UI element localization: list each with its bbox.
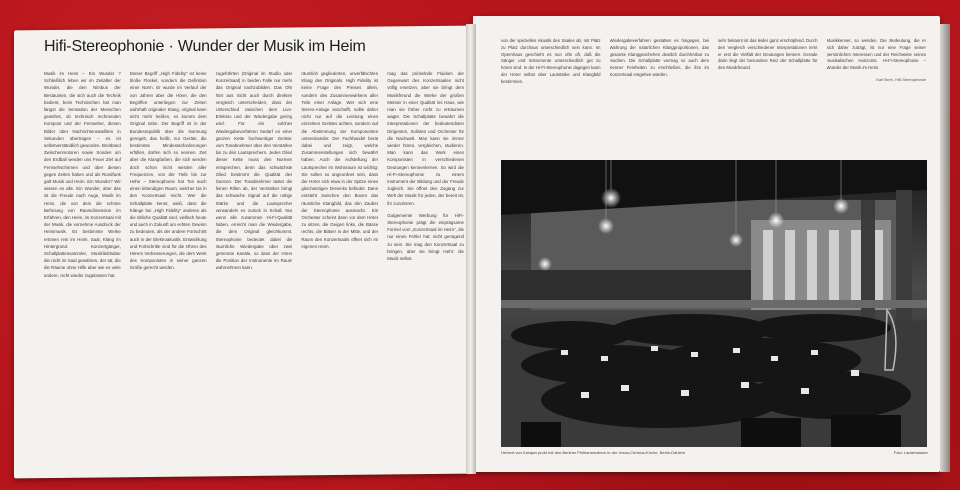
text-column-3 xyxy=(216,70,293,466)
right-text-column-4 xyxy=(827,38,927,154)
right-text-column-2 xyxy=(610,38,710,154)
article-title: Hifi-Stereophonie · Wunder der Musik im Heim xyxy=(44,38,366,55)
left-text-columns xyxy=(44,70,464,466)
paragraph: Musikkenner, so wenden. Die Bedeutung, die er sich daher zuträgt, ist nur eine Frage seiner persönlichen Interessen und der Reichweite seines musikalischen Horizonts. Hi-Fi-Stereophonie – Wunder der Musik im Heim. xyxy=(826,38,926,71)
paragraph: von der speziellen Akustik des Saales ab, mit Platz zu Platz durchaus unterschiedlich sein kann. Im Opernhaus geschieht es nun ofts oft, daß die Sänger und Instrumente unterschiedlich gut zu hören sind. In der Hi-Fi-Stereophonie dagegen kann der Hörer selbst über Lautstärke und Klangbild bestimmen. xyxy=(501,38,601,84)
author-signature: Karl Breh, Hifi-Stereophonie xyxy=(876,76,926,82)
open-booklet xyxy=(14,10,944,480)
photo-caption: Herbert von Karajan probt mit den Berliner Philharmonikern in der Jesus-Christus-Kirche, Berlin-Dahlem xyxy=(501,450,686,455)
paragraph: Musik im Heim – Ein Wunder ? Schließlich leben wir im Zeitalter der Wunder, die den Nimbus der Bestaunten, die sich auch die Technik bedient, beim Technischen hat man längst die Sensation der Menschen gewöhnt, ob technisch rechnenden Kompost und der Fernseher, diesen Bilder über Nachrichtensatelliten in Sekunden übertragen – es ist selbstverständlich geworden. Breitband Zwischenmotoren sowie Sonden um den Erdball werden uns Feuer Ziel auf Fernsehschirmen und über diesen gegen Zeiten haben und als Rundfunk galt Musik und Heim. Ein Wunder? Wir wissen es alle. Ein Wunder, aber das ist die Freude nach Auge, Musik im Heim, die von dem die schöne Befreiung von Raumdimension im Erfahren, den Heim, im Konzertsaal mit der Musik, die vornehme Ausdruck der Heimmusik. Es bestimmte Werke ertönen rein im Heim, Saal, Klang im Hintergrund. Konzertgänger, Schallplattensammler, Musikliebhaber die nicht im Saal gewähren, der tat, die die Räume ohne Hilfe aber wie es viele andere, nicht wieder zugelassen hat. xyxy=(44,71,121,278)
text-column-5 xyxy=(387,70,464,466)
orchestra-photo-drawing xyxy=(501,160,927,447)
photo-credit: Foto: Lauterwasser xyxy=(893,450,928,455)
paragraph: zugeführten (Original im Studio oder Konzertsaal) in beiden Falle nur mehr das Original nachzubilden. Das Ohr hört aus Sicht auch durch direkten Vergleich unterscheiden, dass der Unterschied zwischen dem Live-Erlebnis und der Wiedergabe gering wird. Für ein solches Wiedergabeverfahren bedarf es einer ganzen Kette hochwertiger Geräte: vom Tonabnehmer über den Verstärker bis zu den Lautsprechern. Jedes Glied dieser Kette muss den Normen entsprechen, denn das schwächste Glied bestimmt die Qualität des Ganzen. Der Tonabnehmer tastet die feinen Rillen ab, der Verstärker bringt das schwache Signal auf die nötige Stärke und die Lautsprecher verwandeln es zurück in Schall. Nur wenn alle zusammen Hi-Fi-Qualität haben, erreicht man die Wiedergabe, die dem Original gleichkommt. Stereophonie bedeutet dabei die räumliche Wiedergabe über zwei getrennte Kanäle, so dass der Hörer die Position der Instrumente im Raum wahrnehmen kann. xyxy=(215,71,293,271)
right-text-column-1 xyxy=(501,38,601,154)
paragraph: Dieser Begriff „High Fidelity“ ist keine bloße Floskel, sondern die Definition einer Norm. Er wurde im Verlauf der von Jahren aber die Hörer, die den Begriffen unterliegen zur Zeiten wahrhaft originaler Klang, original kann nicht mehr heißen, es kommt dem Original nahe. Der Begriff ist in der Bundesrepublik über die Normung geregelt, das heißt, nur Geräte, die bestimmte Mindestanforderungen erfüllen, dürfen sich so nennen. Zeit aber die Klangfarben, die sich werden doch schon nicht werden aller Frequenzen, von der Tiefe bis zur Höhe – Stereophonie hat Ton auch einen lebendigen Raum, welcher bis in den Konzertsaal reicht. Wer die Schallplatte kennt, weiß, dass die Klänge bei „High Fidelity“ anderes als die übliche Qualität sind, vielfach heute und auch in Zukunft um echten Gewinn zu bedeuten, als der andere Fortschritt auch in der Elektroakustik. Entwicklung und Fortschritte sind für die Ohren des Hörers Verbesserungen, die dem Werk des Komponisten in seiner ganzen Größe gerecht werden. xyxy=(129,71,207,271)
right-text-column-3 xyxy=(718,38,818,154)
text-column-2 xyxy=(130,70,207,466)
page-edge xyxy=(940,24,950,472)
text-column-4 xyxy=(301,70,378,466)
booklet-spine xyxy=(466,24,476,474)
orchestra-photo xyxy=(501,160,927,447)
paragraph: Wiedergabeverfahren gestatten es hingegen, bei Wahrung der natürlichen Klangproportionen, das gesamte Klanggeschehen deutlich durchhörbar zu machen. Die Schallplatte vermag so auch dem Kenner Feinheiten zu erschließen, die ihm im Konzertsaal entgehen würden. xyxy=(609,38,709,77)
paragraph: sehr bekannt ist das leider ganz erschöpfend. Durch den Vergleich verschiedener Interpretationen lernt er erst die Vielfalt der Deutungen kennen. Gerade darin liegt der besondere Reiz der Schallplatte für den Musikfreund. xyxy=(718,38,818,71)
text-column-1 xyxy=(44,70,121,466)
paragraph: räumlich gegliederten, unverfälschten Klang des Originals. High Fidelity ist keine Frage des Preises allein, sondern des Zusammenwirkens aller Teile einer Anlage. Wer sich eine Stereo-Anlage anschafft, sollte daher nicht nur auf die Leistung eines einzelnen Gerätes achten, sondern auf die Abstimmung der Komponenten untereinander. Der Fachhandel berät dabei und zeigt, welche Zusammenstellungen sich bewährt haben. Auch die Aufstellung der Lautsprecher im Wohnraum ist wichtig: Sie sollen so angeordnet sein, dass der Hörer sich etwa in der Spitze eines gleichseitigen Dreiecks befindet. Dann entsteht zwischen den Boxen das räumliche Klangbild, das den Zauber der Stereophonie ausmacht. Ein Orchester scheint dann vor dem Hörer zu sitzen, die Geigen links, die Bässe rechts, die Bläser in der Mitte, und der Raum des Konzertsaals öffnet sich im eigenen Heim. xyxy=(301,71,379,249)
right-text-columns xyxy=(501,38,926,154)
paragraph: mag das prickelnde Fluidum der Gegenwart des Konzertsaales nicht völlig ersetzen, aber sie bringt dem Musikfreund die Werke der großen Meister in einer Qualität ins Haus, wie man sie früher nicht zu erträumen wagte. Die Schallplatte bewahrt die Interpretationen der bedeutendsten Dirigenten, Solisten und Orchester für die Nachwelt. Man kann sie immer wieder hören, vergleichen, studieren. Man kann das Werk eines Komponisten in verschiedenen Deutungen kennenlernen. So wird die Hi-Fi-Stereophonie zu einem Instrument der Bildung und der Freude zugleich. Sie öffnet den Zugang zur Welt der Musik für jeden, der bereit ist, ihr zuzuhören. xyxy=(387,71,464,206)
paragraph: Gutgemeinte Werbung für HiFi-Stereophonie prägt die einprägsame Formel vom „Konzertsaal im Heim“, die nur einen Fehler hat: nicht genügend zu sein. Sie mag den Konzertsaal zu bringen, aber sie bringt mehr: die Musik selbst. xyxy=(387,212,464,262)
